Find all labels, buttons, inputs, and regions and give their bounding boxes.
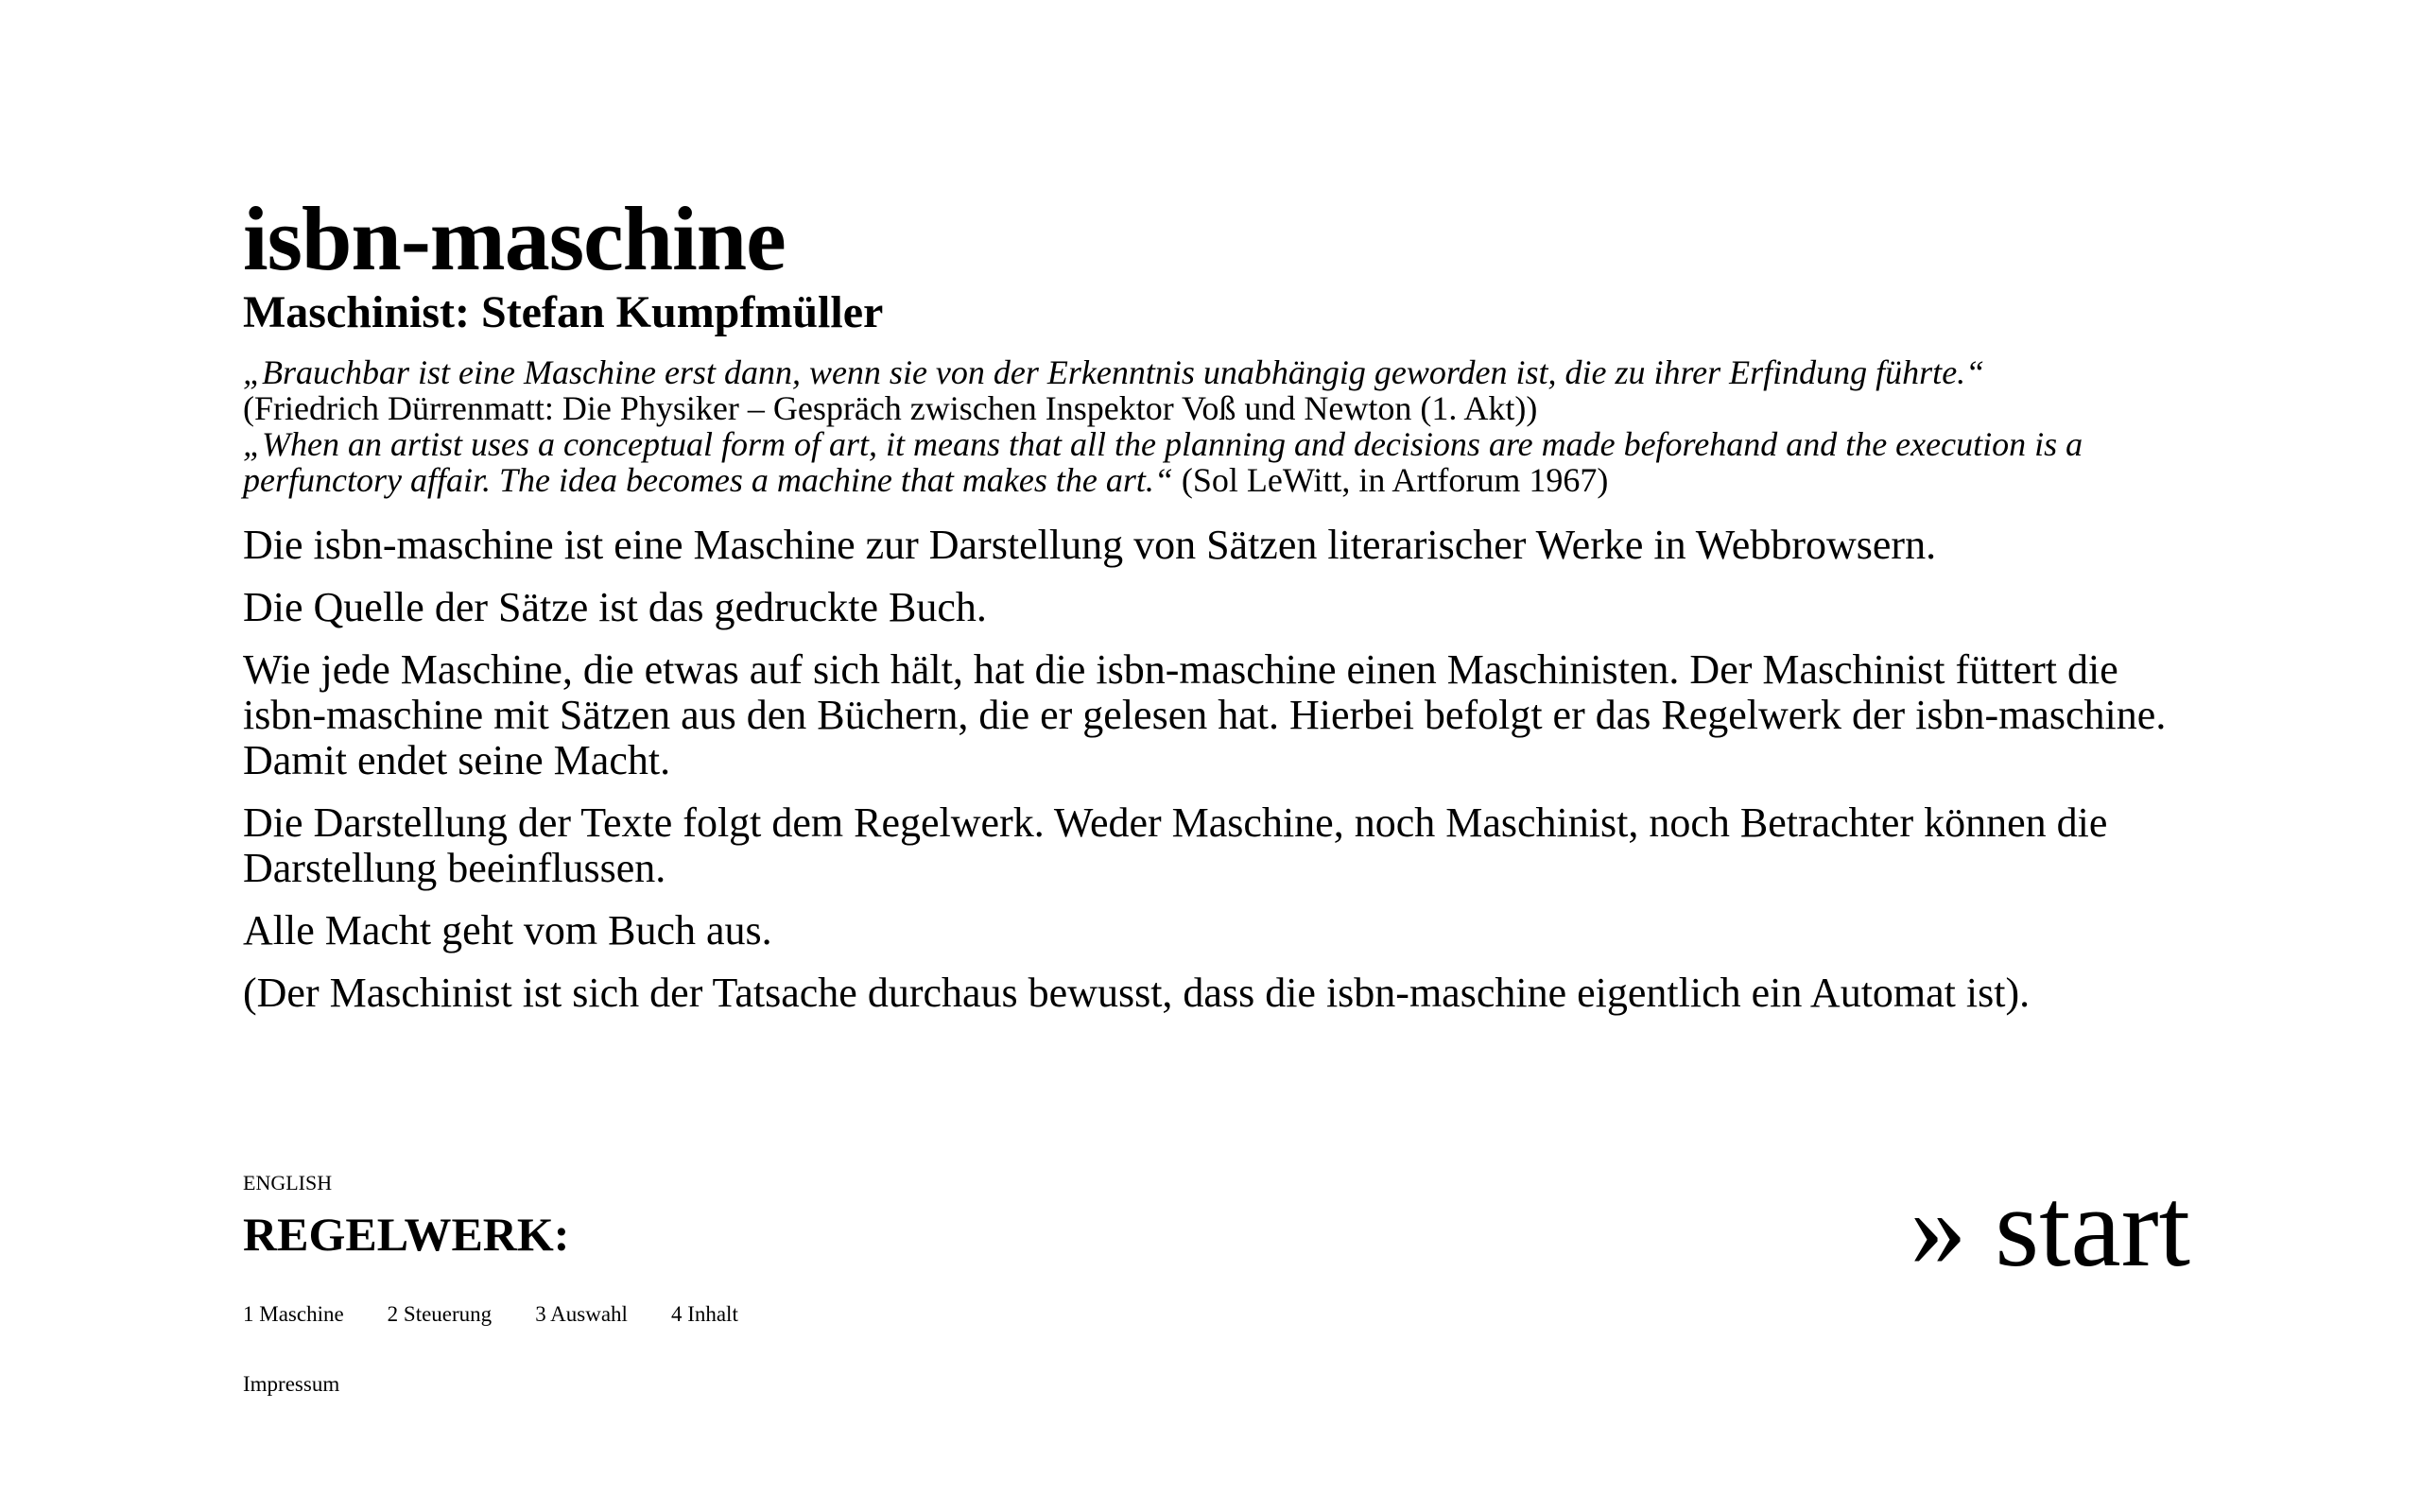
impressum-link[interactable]: Impressum [243, 1372, 340, 1396]
rules-nav [243, 1302, 738, 1327]
description-paragraph: Die Quelle der Sätze ist das gedruckte Buch. [243, 584, 987, 630]
quote-duerrenmatt: „Brauchbar ist eine Maschine erst dann, wenn sie von der Erkenntnis unabhängig geworden ist, die zu ihrer Erfindung führte.“ [243, 353, 1985, 391]
quote-lewitt-source: (Sol LeWitt, in Artforum 1967) [1181, 461, 1609, 499]
description [243, 523, 2190, 1016]
rules-link-inhalt[interactable]: 4 Inhalt [670, 1302, 738, 1326]
description-paragraph: Alle Macht geht vom Buch aus. [243, 907, 772, 954]
rules-heading: REGELWERK: [243, 1208, 570, 1261]
machinist-subtitle: Maschinist: Stefan Kumpfmüller [243, 287, 884, 337]
description-paragraph: Die isbn-maschine ist eine Maschine zur Darstellung von Sätzen literarischer Werke in Webbrowsern. [243, 522, 1937, 568]
rules-link-auswahl[interactable]: 3 Auswahl [535, 1302, 628, 1326]
rules-link-steuerung[interactable]: 2 Steuerung [387, 1302, 493, 1326]
quote-duerrenmatt-source: (Friedrich Dürrenmatt: Die Physiker – Gespräch zwischen Inspektor Voß und Newton (1. Akt)) [243, 389, 1538, 427]
quotes-block [243, 354, 2190, 498]
description-paragraph: Wie jede Maschine, die etwas auf sich hält, hat die isbn-maschine einen Maschinisten. Der Maschinist füttert die isbn-maschine mit Sätzen aus den Büchern, die er gelesen hat. Hierbei befolgt er das Regelwerk der isbn-maschine. Damit endet seine Macht. [243, 646, 2167, 783]
description-paragraph: Die Darstellung der Texte folgt dem Regelwerk. Weder Maschine, noch Maschinist, noch Betrachter können die Darstellung beeinflussen. [243, 799, 2108, 891]
english-language-link[interactable]: ENGLISH [243, 1171, 333, 1194]
start-button[interactable]: » start [1910, 1164, 2190, 1290]
description-paragraph: (Der Maschinist ist sich der Tatsache durchaus bewusst, dass die isbn-maschine eigentlich ein Automat ist). [243, 970, 2031, 1016]
quote-lewitt: „When an artist uses a conceptual form of art, it means that all the planning and decisions are made beforehand and the execution is a perfunctory affair. The idea becomes a machine that makes the art.“ [243, 425, 2083, 499]
page-title: isbn-maschine [243, 188, 786, 289]
intro-section [243, 188, 2190, 1033]
rules-link-maschine[interactable]: 1 Maschine [243, 1302, 344, 1326]
